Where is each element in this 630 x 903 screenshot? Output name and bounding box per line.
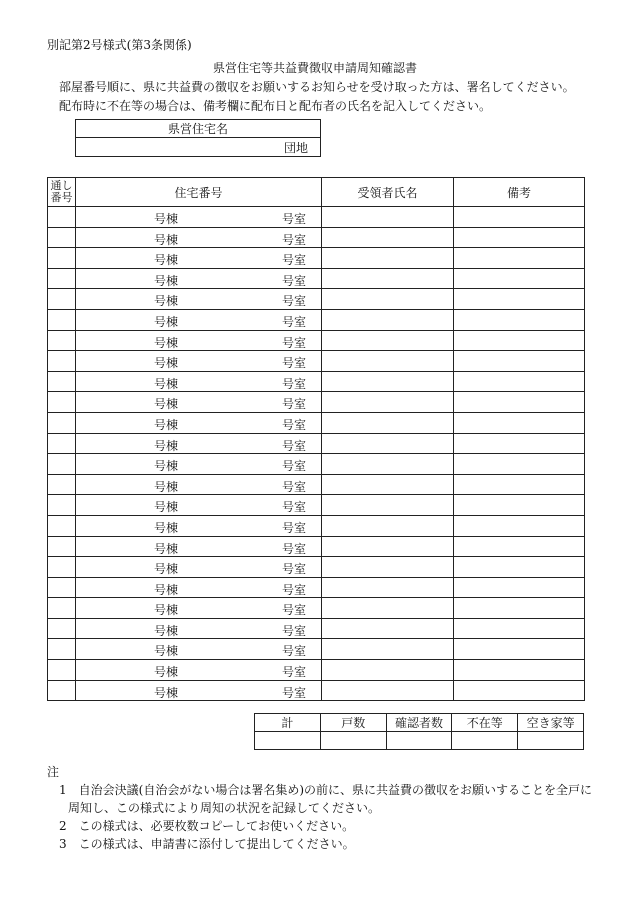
room-suffix: 号室 [282, 253, 307, 268]
note-2: 2 この様式は、必要枚数コピーしてお使いください。 [59, 819, 355, 833]
serial-number-cell[interactable] [48, 207, 76, 228]
residence-number-cell[interactable] [76, 536, 322, 557]
serial-number-cell[interactable] [48, 248, 76, 269]
complex-suffix: 団地 [283, 140, 308, 155]
residence-number-cell[interactable] [76, 577, 322, 598]
summary-header [255, 714, 584, 732]
serial-number-cell[interactable] [48, 639, 76, 660]
building-suffix: 号棟 [154, 459, 179, 474]
room-suffix: 号室 [282, 562, 307, 577]
header-residence-number: 住宅番号 [76, 178, 322, 207]
intro-line-2: 配布時に不在等の場合は、備考欄に配布日と配布者の氏名を記入してください。 [59, 99, 492, 113]
remarks-cell[interactable] [454, 371, 585, 392]
note-1: 1 自治会決議(自治会がない場合は署名集め)の前に、県に共益費の徴収をお願いすることを全戸に [59, 783, 593, 797]
recipient-signature-cell[interactable] [322, 660, 454, 681]
main-table-header [48, 178, 585, 207]
serial-number-cell[interactable] [48, 454, 76, 475]
residence-number-cell[interactable] [76, 495, 322, 516]
residence-number-cell[interactable] [76, 351, 322, 372]
room-suffix: 号室 [282, 438, 307, 453]
table-row [48, 207, 585, 228]
table-row [48, 515, 585, 536]
note-1-continued: 周知し、この様式により周知の状況を記録してください。 [68, 801, 381, 815]
room-suffix: 号室 [282, 479, 307, 494]
serial-number-cell[interactable] [48, 392, 76, 413]
residence-number-cell[interactable] [76, 330, 322, 351]
building-suffix: 号棟 [154, 685, 179, 700]
room-suffix: 号室 [282, 582, 307, 597]
building-suffix: 号棟 [154, 397, 179, 412]
remarks-cell[interactable] [454, 433, 585, 454]
header-serial-number: 通し番号 [48, 178, 76, 207]
remarks-cell[interactable] [454, 330, 585, 351]
recipient-signature-cell[interactable] [322, 330, 454, 351]
summary-households-cell[interactable] [320, 732, 386, 750]
residence-number-cell[interactable] [76, 227, 322, 248]
remarks-cell[interactable] [454, 680, 585, 701]
serial-number-cell[interactable] [48, 371, 76, 392]
building-suffix: 号棟 [154, 376, 179, 391]
serial-number-cell[interactable] [48, 598, 76, 619]
building-suffix: 号棟 [154, 417, 179, 432]
summary-absent-cell[interactable] [452, 732, 518, 750]
serial-number-cell[interactable] [48, 309, 76, 330]
building-suffix: 号棟 [154, 294, 179, 309]
room-suffix: 号室 [282, 644, 307, 659]
remarks-cell[interactable] [454, 536, 585, 557]
table-row [48, 392, 585, 413]
room-suffix: 号室 [282, 294, 307, 309]
room-suffix: 号室 [282, 212, 307, 226]
remarks-cell[interactable] [454, 207, 585, 228]
room-suffix: 号室 [282, 417, 307, 432]
table-row [48, 557, 585, 578]
building-suffix: 号棟 [154, 479, 179, 494]
room-suffix: 号室 [282, 335, 307, 350]
complex-name-header: 県営住宅名 [76, 120, 321, 138]
residence-number-cell[interactable] [76, 598, 322, 619]
room-suffix: 号室 [282, 232, 307, 247]
remarks-cell[interactable] [454, 412, 585, 433]
building-suffix: 号棟 [154, 314, 179, 329]
form-reference: 別記第2号様式(第3条関係) [47, 38, 192, 52]
room-suffix: 号室 [282, 314, 307, 329]
building-suffix: 号棟 [154, 212, 179, 226]
room-suffix: 号室 [282, 603, 307, 618]
remarks-cell[interactable] [454, 598, 585, 619]
serial-number-cell[interactable] [48, 351, 76, 372]
notes-title: 注 [47, 765, 60, 779]
document-title: 県営住宅等共益費徴収申請周知確認書 [212, 61, 417, 75]
remarks-cell[interactable] [454, 618, 585, 639]
recipient-signature-cell[interactable] [322, 680, 454, 701]
serial-number-cell[interactable] [48, 577, 76, 598]
summary-total-label: 計 [255, 714, 321, 732]
serial-number-cell[interactable] [48, 557, 76, 578]
summary-vacant-cell[interactable] [518, 732, 584, 750]
table-row [48, 371, 585, 392]
recipient-signature-cell[interactable] [322, 371, 454, 392]
remarks-cell[interactable] [454, 268, 585, 289]
serial-number-cell[interactable] [48, 515, 76, 536]
building-suffix: 号棟 [154, 335, 179, 350]
serial-number-cell[interactable] [48, 289, 76, 310]
summary-confirmed-cell[interactable] [386, 732, 452, 750]
remarks-cell[interactable] [454, 248, 585, 269]
recipient-signature-cell[interactable] [322, 351, 454, 372]
header-remarks: 備考 [454, 178, 585, 207]
table-row [48, 268, 585, 289]
table-row [48, 227, 585, 248]
room-suffix: 号室 [282, 665, 307, 680]
table-row [48, 309, 585, 330]
recipient-signature-cell[interactable] [322, 227, 454, 248]
residence-number-cell[interactable] [76, 248, 322, 269]
remarks-cell[interactable] [454, 577, 585, 598]
remarks-cell[interactable] [454, 392, 585, 413]
table-row [48, 660, 585, 681]
building-suffix: 号棟 [154, 356, 179, 371]
recipient-signature-cell[interactable] [322, 495, 454, 516]
table-row [48, 433, 585, 454]
residence-number-cell[interactable] [76, 515, 322, 536]
remarks-cell[interactable] [454, 454, 585, 475]
serial-number-cell[interactable] [48, 227, 76, 248]
building-suffix: 号棟 [154, 644, 179, 659]
residence-number-cell[interactable] [76, 309, 322, 330]
remarks-cell[interactable] [454, 474, 585, 495]
building-suffix: 号棟 [154, 500, 179, 515]
summary-values [255, 732, 584, 750]
table-row [48, 495, 585, 516]
room-suffix: 号室 [282, 356, 307, 371]
recipient-signature-cell[interactable] [322, 309, 454, 330]
recipient-signature-cell[interactable] [322, 577, 454, 598]
building-suffix: 号棟 [154, 562, 179, 577]
remarks-cell[interactable] [454, 309, 585, 330]
summary-absent-label: 不在等 [452, 714, 518, 732]
room-suffix: 号室 [282, 459, 307, 474]
building-suffix: 号棟 [154, 232, 179, 247]
table-row [48, 474, 585, 495]
table-row [48, 248, 585, 269]
residence-number-cell[interactable] [76, 474, 322, 495]
table-row [48, 639, 585, 660]
room-suffix: 号室 [282, 685, 307, 700]
recipient-signature-cell[interactable] [322, 268, 454, 289]
intro-line-1: 部屋番号順に、県に共益費の徴収をお願いするお知らせを受け取った方は、署名してください。 [59, 80, 575, 94]
summary-total-cell [255, 732, 321, 750]
remarks-cell[interactable] [454, 639, 585, 660]
building-suffix: 号棟 [154, 582, 179, 597]
residence-number-cell[interactable] [76, 639, 322, 660]
room-suffix: 号室 [282, 623, 307, 638]
serial-number-cell[interactable] [48, 618, 76, 639]
building-suffix: 号棟 [154, 438, 179, 453]
remarks-cell[interactable] [454, 351, 585, 372]
residence-number-cell[interactable] [76, 207, 322, 228]
table-row [48, 412, 585, 433]
residence-number-cell[interactable] [76, 454, 322, 475]
table-row [48, 454, 585, 475]
recipient-signature-cell[interactable] [322, 536, 454, 557]
recipient-signature-cell[interactable] [322, 474, 454, 495]
serial-number-cell[interactable] [48, 412, 76, 433]
note-3: 3 この様式は、申請書に添付して提出してください。 [59, 837, 355, 851]
serial-number-cell[interactable] [48, 330, 76, 351]
summary-confirmed-label: 確認者数 [386, 714, 452, 732]
serial-number-cell[interactable] [48, 660, 76, 681]
recipient-signature-cell[interactable] [322, 454, 454, 475]
residence-number-cell[interactable] [76, 660, 322, 681]
table-row [48, 330, 585, 351]
recipient-signature-cell[interactable] [322, 515, 454, 536]
residence-number-cell[interactable] [76, 371, 322, 392]
main-table [47, 177, 585, 701]
building-suffix: 号棟 [154, 665, 179, 680]
serial-number-cell[interactable] [48, 474, 76, 495]
residence-number-cell[interactable] [76, 289, 322, 310]
recipient-signature-cell[interactable] [322, 598, 454, 619]
residence-number-cell[interactable] [76, 680, 322, 701]
room-suffix: 号室 [282, 397, 307, 412]
building-suffix: 号棟 [154, 273, 179, 288]
table-row [48, 536, 585, 557]
building-suffix: 号棟 [154, 253, 179, 268]
room-suffix: 号室 [282, 273, 307, 288]
remarks-cell[interactable] [454, 557, 585, 578]
table-row [48, 618, 585, 639]
remarks-cell[interactable] [454, 515, 585, 536]
residence-number-cell[interactable] [76, 433, 322, 454]
recipient-signature-cell[interactable] [322, 433, 454, 454]
serial-number-cell[interactable] [48, 268, 76, 289]
building-suffix: 号棟 [154, 520, 179, 535]
recipient-signature-cell[interactable] [322, 557, 454, 578]
recipient-signature-cell[interactable] [322, 392, 454, 413]
summary-table [254, 713, 584, 750]
recipient-signature-cell[interactable] [322, 618, 454, 639]
building-suffix: 号棟 [154, 541, 179, 556]
serial-number-cell[interactable] [48, 680, 76, 701]
recipient-signature-cell[interactable] [322, 412, 454, 433]
remarks-cell[interactable] [454, 227, 585, 248]
recipient-signature-cell[interactable] [322, 639, 454, 660]
complex-name-field[interactable] [76, 138, 321, 157]
room-suffix: 号室 [282, 520, 307, 535]
room-suffix: 号室 [282, 541, 307, 556]
summary-vacant-label: 空き家等 [518, 714, 584, 732]
building-suffix: 号棟 [154, 603, 179, 618]
serial-number-cell[interactable] [48, 433, 76, 454]
complex-name-table [75, 119, 321, 157]
table-row [48, 598, 585, 619]
table-row [48, 289, 585, 310]
room-suffix: 号室 [282, 500, 307, 515]
serial-number-cell[interactable] [48, 495, 76, 516]
remarks-cell[interactable] [454, 660, 585, 681]
summary-households-label: 戸数 [320, 714, 386, 732]
residence-number-cell[interactable] [76, 392, 322, 413]
recipient-signature-cell[interactable] [322, 248, 454, 269]
recipient-signature-cell[interactable] [322, 207, 454, 228]
residence-number-cell[interactable] [76, 618, 322, 639]
remarks-cell[interactable] [454, 495, 585, 516]
table-row [48, 351, 585, 372]
serial-number-cell[interactable] [48, 536, 76, 557]
residence-number-cell[interactable] [76, 412, 322, 433]
room-suffix: 号室 [282, 376, 307, 391]
residence-number-cell[interactable] [76, 557, 322, 578]
table-row [48, 680, 585, 701]
recipient-signature-cell[interactable] [322, 289, 454, 310]
header-recipient-name: 受領者氏名 [322, 178, 454, 207]
residence-number-cell[interactable] [76, 268, 322, 289]
building-suffix: 号棟 [154, 623, 179, 638]
remarks-cell[interactable] [454, 289, 585, 310]
table-row [48, 577, 585, 598]
